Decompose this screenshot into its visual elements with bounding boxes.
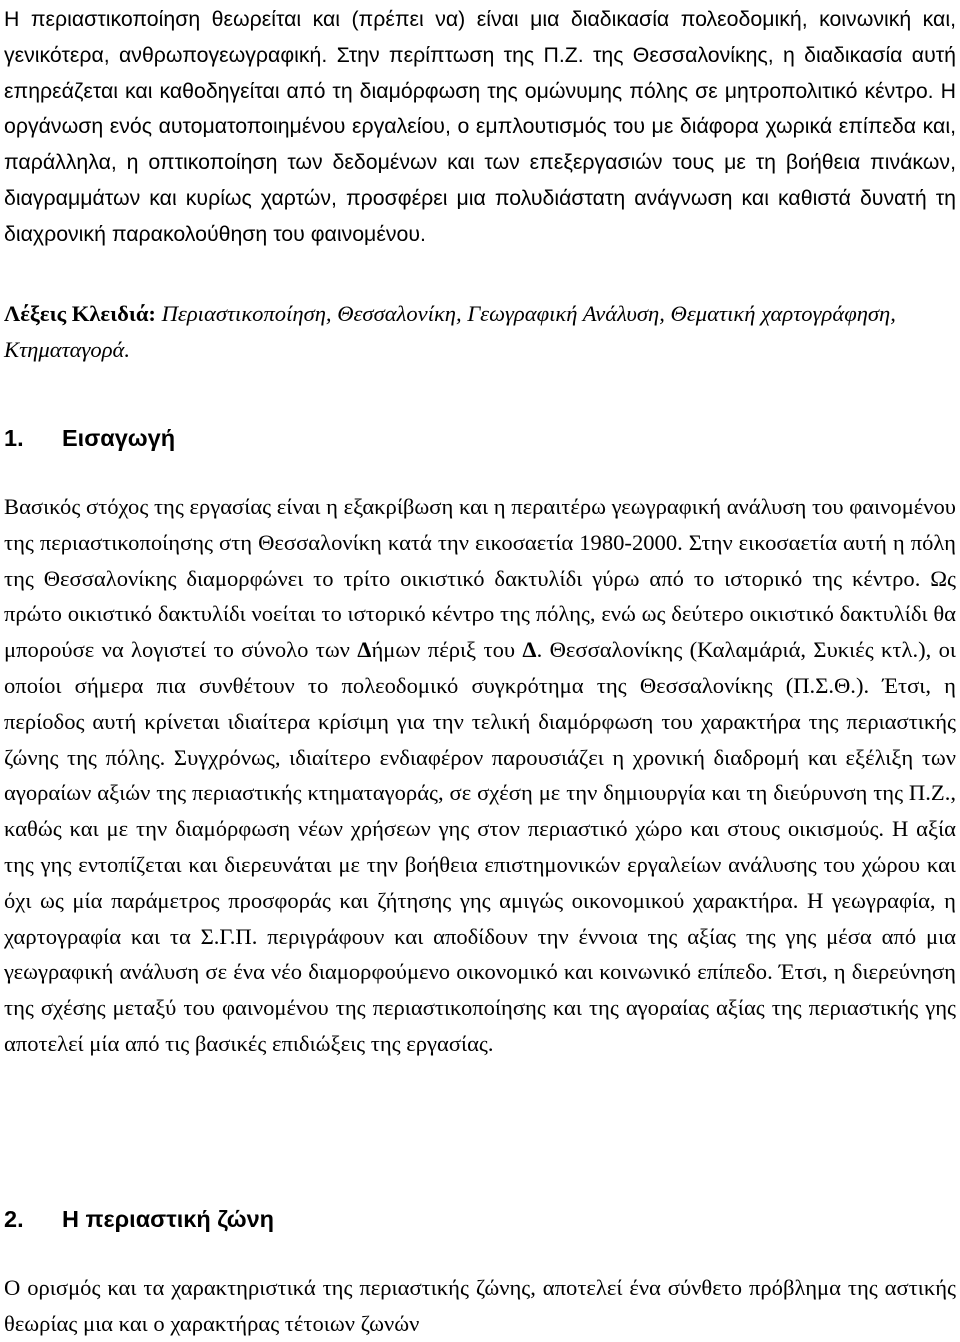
keywords-text: Περιαστικοποίηση, Θεσσαλονίκη, Γεωγραφική Ανάλυση, Θεματική χαρτογράφηση, Κτηματαγορά. bbox=[4, 301, 896, 362]
abstract-text-part1: Η περιαστικοποίηση θεωρείται και (πρέπει να) είναι μια διαδικασία πολεοδομική, κοινωνική και, γενικότερα, ανθρωπογεωγραφική. Στην περίπτωση της Π.Ζ. της Θεσσαλονίκης, η διαδικασία αυτή επηρεάζεται και καθοδηγείται από τη διαμόρφωση της ομώνυμης πόλης σε μητροπολιτικό κέντρο. bbox=[4, 7, 956, 103]
section-1-bold-d2: Δ bbox=[522, 637, 537, 663]
section-2-title: Η περιαστική ζώνη bbox=[62, 1206, 275, 1232]
section-1-number: 1. bbox=[4, 425, 24, 451]
section-2-number: 2. bbox=[4, 1206, 24, 1232]
keywords-paragraph bbox=[4, 296, 956, 368]
section-2-text: Ο ορισμός και τα χαρακτηριστικά της περιαστικής ζώνης, αποτελεί ένα σύνθετο πρόβλημα της αστικής θεωρίας μια και ο χαρακτήρας τέτοιων ζωνών bbox=[4, 1275, 956, 1336]
keywords-label: Λέξεις Κλειδιά: bbox=[4, 301, 156, 326]
section-1-text-b: ήμων πέριξ του bbox=[371, 637, 523, 663]
section-1-bold-d1: Δ bbox=[357, 637, 372, 663]
section-1-text: Βασικός στόχος της εργασίας είναι η εξακρίβωση και η περαιτέρω γεωγραφική ανάλυση του φαινομένου της περιαστικοποίησης στη Θεσσαλονίκη κατά την εικοσαετία 1980-2000. Στην εικοσαετία αυτή η πόλη της Θεσσαλονίκης διαμορφώνει το τρίτο οικιστικό δακτυλίδι γύρω από το ιστορικό της κέντρο. Ως πρώτο οικιστικό δακτυλίδι νοείται το ιστορικό κέντρο της πόλης, ενώ ως δεύτερο οικιστικό δακτυλίδι θα μπορούσε να λογιστεί το σύνολο των bbox=[4, 494, 956, 663]
section-1-paragraph bbox=[4, 489, 956, 1062]
section-1-text-c: . Θεσσαλονίκης (Καλαμάριά, Συκιές κτλ.), οι οποίοι σήμερα πια συνθέτουν το πολεοδομικό συγκρότημα της Θεσσαλονίκης (Π.Σ.Θ.). Έτσι, η περίοδος αυτή κρίνεται ιδιαίτερα κρίσιμη για την τελική διαμόρφωση του χαρακτήρα της περιαστικής ζώνης της πόλης. Συγχρόνως, ιδιαίτερο ενδιαφέρον παρουσιάζει η χρονική διαδρομή και εξέλιξη των αγοραίων αξιών της περιαστικής κτηματαγοράς, σε σχέση με την δημιουργία και τη διεύρυνση της Π.Ζ., καθώς και με την διαμόρφωση νέων χρήσεων γης στον περιαστικό χώρο και στους οικισμούς. Η αξία της γης εντοπίζεται και διερευνάται με την βοήθεια επιστημονικών εργαλείων ανάλυσης του χώρου και όχι ως μία παράμετρος προσφοράς και ζήτησης γης αμιγώς οικονομικού χαρακτήρα. Η γεωγραφία, η χαρτογραφία και τα Σ.Γ.Π. περιγράφουν και αποδίδουν την έννοια της αξίας της γης μέσα από μια γεωγραφική ανάλυση σε ένα νέο διαμορφούμενο οικονομικό και κοινωνικό επίπεδο. Έτσι, η διερεύνηση της σχέσης μεταξύ του φαινομένου της περιαστικοποίησης και της αγοραίας αξίας της περιαστικής γης αποτελεί μία από τις βασικές επιδιώξεις της εργασίας. bbox=[4, 637, 957, 1056]
section-1-heading bbox=[4, 425, 175, 452]
section-2-paragraph bbox=[4, 1270, 956, 1342]
abstract-text-part2: Η οργάνωση ενός αυτοματοποιημένου εργαλείου, ο εμπλουτισμός του με διάφορα χωρικά επίπεδα και, παράλληλα, η οπτικοποίηση των δεδομένων και των επεξεργασιών τους με τη βοήθεια πινάκων, διαγραμμάτων και κυρίως χαρτών, προσφέρει μια πολυδιάστατη ανάγνωση και καθιστά δυνατή τη διαχρονική παρακολούθηση του φαινομένου. bbox=[4, 78, 956, 246]
section-2-heading bbox=[4, 1206, 274, 1233]
section-1-title: Εισαγωγή bbox=[62, 425, 176, 451]
abstract-paragraph bbox=[4, 2, 956, 253]
